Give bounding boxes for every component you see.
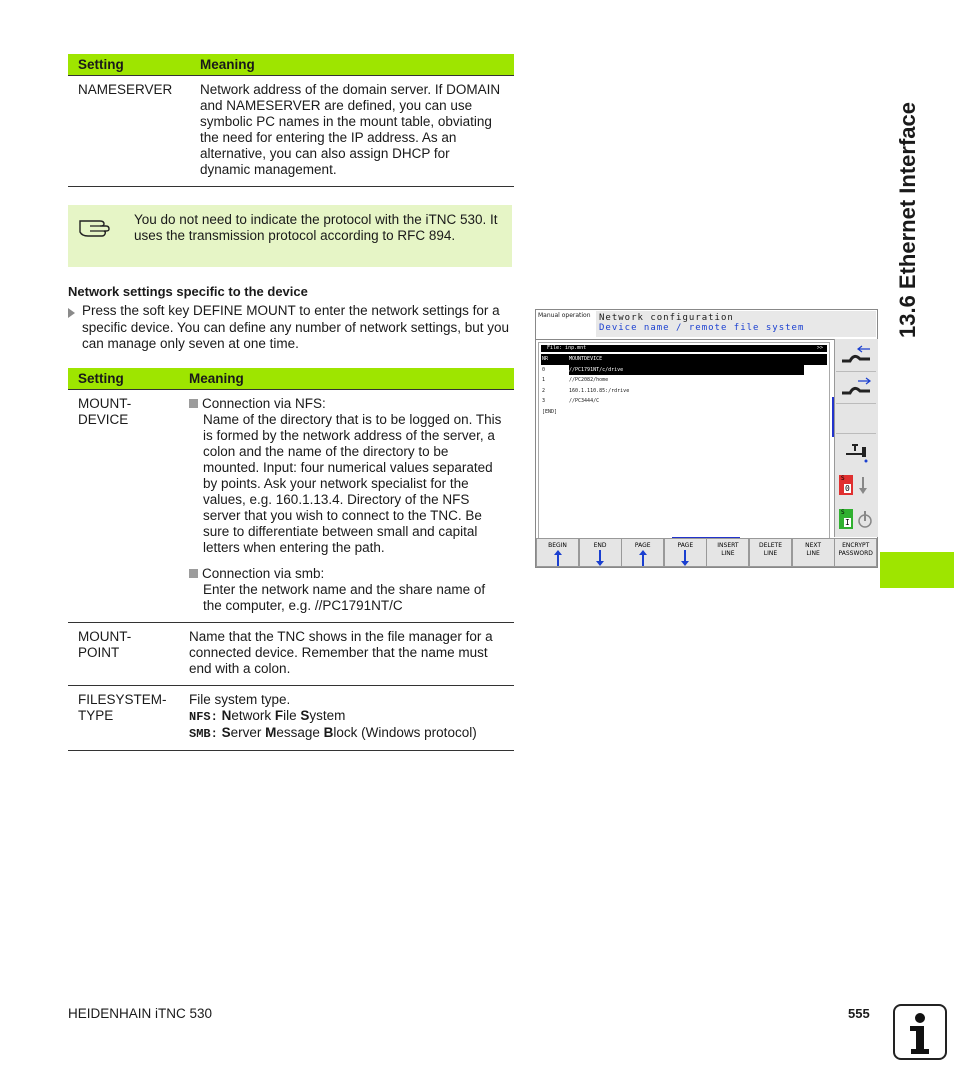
setting-cell	[68, 390, 179, 623]
softkey-delete-line[interactable]	[749, 538, 792, 567]
initial-letter: M	[265, 725, 277, 740]
softkey-label: PAGE	[677, 542, 694, 549]
row-number: [END]	[542, 408, 558, 415]
table-header	[68, 368, 514, 390]
setting-mount-device: MOUNT-DEVICE	[78, 396, 132, 427]
smb-title	[189, 566, 502, 582]
row-path: //PC2082/home	[569, 377, 609, 383]
settings-table-2	[68, 368, 514, 751]
smb-text: Enter the network name and the share name of the computer, e.g. //PC1791NT/C	[203, 582, 486, 613]
fs-line1: File system type.	[189, 692, 291, 707]
setting-cell	[68, 686, 179, 751]
row-path: //PC3444/C	[569, 398, 600, 404]
softkey-end[interactable]	[579, 538, 622, 567]
meaning-cell	[179, 686, 514, 751]
tap-icon[interactable]	[836, 435, 876, 465]
softkey-label: ENCRYPT PASSWORD	[838, 542, 873, 557]
screen-title: Network configuration	[599, 313, 734, 323]
nfs-code: NFS:	[189, 710, 218, 724]
file-row[interactable]	[541, 365, 827, 376]
softkey-label: END	[593, 542, 607, 549]
arrow-up-icon	[638, 550, 648, 566]
row-path: //PC1791NT/c/drive	[569, 365, 804, 375]
note-text: You do not need to indicate the protocol with the iTNC 530. It uses the transmission protocol according to RFC 894.	[134, 212, 498, 243]
softkey-label: INSERT LINE	[717, 542, 739, 557]
word-rest: etwork	[231, 708, 275, 723]
file-row[interactable]	[541, 407, 827, 418]
setting-cell	[68, 623, 179, 686]
net-left-icon[interactable]	[836, 341, 876, 372]
row-path: 160.1.110.85:/rdrive	[569, 387, 630, 394]
col-setting: Setting	[68, 368, 179, 390]
file-row[interactable]	[541, 396, 827, 407]
initial-letter: S	[300, 708, 310, 723]
softkey-next-line[interactable]	[792, 538, 835, 567]
fs-smb-line	[189, 725, 504, 742]
blank-key[interactable]	[836, 405, 876, 434]
file-bar	[541, 345, 827, 352]
word-rest: erver	[230, 725, 266, 740]
pointing-hand-icon	[78, 213, 112, 244]
zero-label: 0	[845, 484, 850, 493]
softkey-label: DELETE LINE	[758, 542, 782, 557]
square-bullet-icon	[189, 569, 198, 578]
title-panel	[596, 311, 876, 337]
softkey-page[interactable]	[664, 538, 707, 567]
word-rest: essage	[276, 725, 324, 740]
row-number: 2	[542, 387, 546, 394]
fs-nfs-line	[189, 708, 504, 725]
chapter-side-tab	[895, 48, 925, 338]
row-number: 0	[542, 366, 546, 373]
file-row[interactable]	[541, 375, 827, 386]
table-row	[68, 686, 514, 751]
initial-letter: F	[274, 708, 284, 723]
arrow-down-icon	[859, 477, 867, 495]
arrow-up-icon	[553, 550, 563, 566]
one-label: I	[845, 518, 850, 527]
square-bullet-icon	[189, 399, 198, 408]
side-panel	[834, 339, 878, 537]
step-text: Press the soft key DEFINE MOUNT to enter the network settings for a specific device. You can define any number of network settings, but you can manage only seven at one time.	[82, 303, 510, 351]
spindle-s-off[interactable]	[839, 475, 853, 495]
file-row[interactable]	[541, 354, 827, 365]
s-top-label: S	[841, 475, 845, 482]
initial-letter: S	[221, 725, 231, 740]
file-list	[538, 342, 830, 539]
col-meaning: Meaning	[190, 54, 514, 76]
smb-code: SMB:	[189, 727, 218, 741]
table-row	[68, 390, 514, 623]
softkey-label: BEGIN	[548, 542, 567, 549]
row-number: NR	[542, 356, 549, 362]
footer-left: HEIDENHAIN iTNC 530	[68, 1006, 213, 1021]
setting-cell: NAMESERVER	[68, 76, 190, 187]
initial-letter: B	[323, 725, 334, 740]
table-header	[68, 54, 514, 76]
mode-label: Manual operation	[538, 312, 591, 319]
row-path: MOUNTDEVICE	[569, 356, 603, 362]
feed-icon	[857, 511, 873, 529]
table-row	[68, 623, 514, 686]
file-bar-text: File: inp.mnt	[547, 345, 587, 351]
meaning-cell: Name that the TNC shows in the file manager for a connected device. Remember that the name must end with a colon.	[179, 623, 514, 686]
smb-desc	[222, 725, 477, 740]
page-number: 555	[848, 1006, 870, 1021]
triangle-bullet-icon	[68, 305, 78, 323]
arrow-down-icon	[595, 550, 605, 566]
smb-title-text: Connection via smb:	[202, 566, 325, 581]
s-bot-label: S	[841, 509, 845, 516]
info-icon	[893, 1004, 947, 1060]
nfs-text: Name of the directory that is to be logged on. This is formed by the network address of the server, a colon and the name of the directory to be mounted. Input: four numerical values separated by points. Ask your network specialist for the values, e.g. 160.1.13.4. Directory of the NFS server that you wish to connect to the TNC. Be sure to differentiate between small and capital letters when entering the path.	[203, 412, 502, 555]
softkey-label: NEXT LINE	[805, 542, 822, 557]
file-row[interactable]	[541, 386, 827, 397]
softkey-encrypt-password[interactable]	[834, 538, 877, 567]
row-number: 3	[542, 398, 546, 404]
softkey-insert-line[interactable]	[706, 538, 749, 567]
meaning-cell: Network address of the domain server. If DOMAIN and NAMESERVER are defined, you can use symbolic PC names in the mount table, obviating the need for entering the IP address. As an alternative, you can also assign DHCP for dynamic management.	[190, 76, 514, 187]
chapter-title: 13.6 Ethernet Interface	[895, 102, 920, 338]
softkey-page[interactable]	[621, 538, 664, 567]
word-rest: lock (Windows protocol)	[333, 725, 477, 740]
table-row	[68, 76, 514, 187]
screen-header	[536, 310, 877, 340]
softkey-label: PAGE	[634, 542, 651, 549]
initial-letter: N	[221, 708, 232, 723]
col-setting: Setting	[68, 54, 190, 76]
spindle-s-on[interactable]	[839, 509, 853, 529]
screen-subtitle: Device name / remote file system	[599, 323, 805, 333]
nfs-title	[189, 396, 502, 412]
tnc-screenshot	[535, 309, 878, 568]
file-rows	[541, 354, 827, 417]
section-heading: Network settings specific to the device	[68, 284, 308, 299]
word-rest: ystem	[309, 708, 346, 723]
softkey-begin[interactable]	[536, 538, 579, 567]
note-box	[68, 205, 512, 267]
nfs-desc	[222, 708, 346, 723]
meaning-cell	[179, 390, 514, 623]
setting-filesystem-type: FILESYSTEM-TYPE	[78, 692, 167, 723]
net-right-icon[interactable]	[836, 373, 876, 404]
arrow-down-icon	[680, 550, 690, 566]
file-bar-scroll: >>	[816, 345, 823, 351]
word-rest: ile	[283, 708, 301, 723]
row-number: 1	[542, 377, 546, 383]
setting-mount-point: MOUNT-POINT	[78, 629, 132, 660]
col-meaning: Meaning	[179, 368, 514, 390]
chapter-tab-marker	[880, 552, 954, 588]
nfs-title-text: Connection via NFS:	[202, 396, 326, 411]
settings-table-1	[68, 54, 514, 187]
